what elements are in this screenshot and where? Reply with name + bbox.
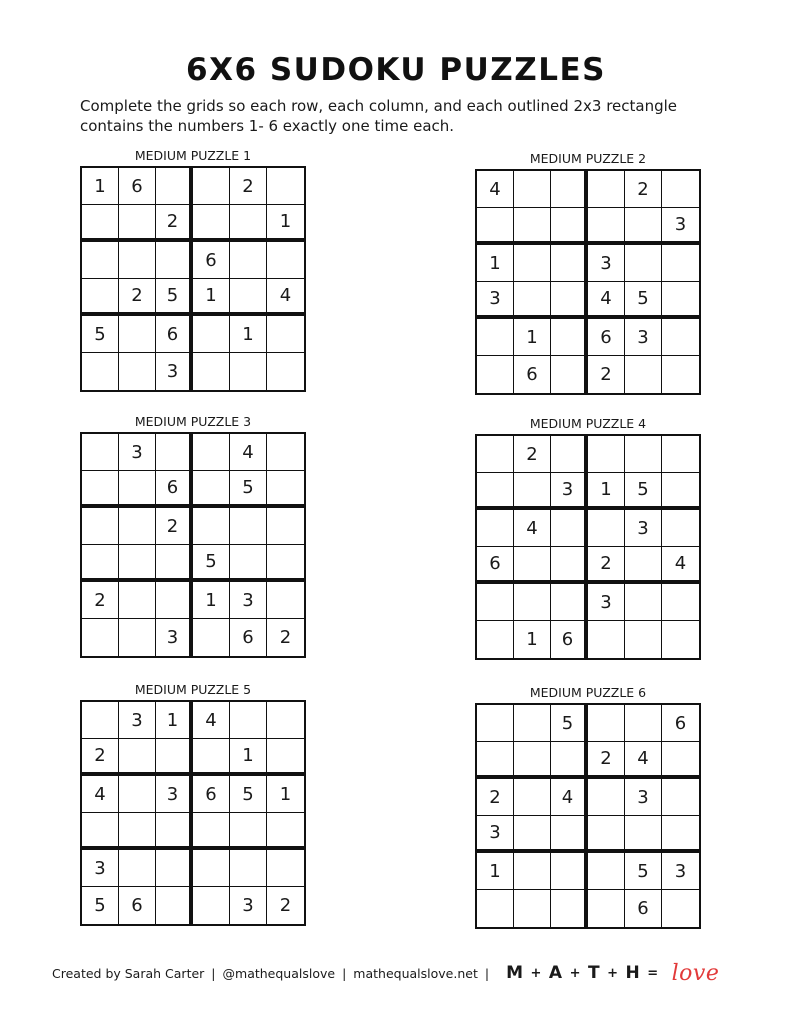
sudoku-cell[interactable]: 3 <box>156 353 193 390</box>
sudoku-cell[interactable] <box>230 242 267 279</box>
sudoku-grid <box>475 434 701 660</box>
page-title: 6X6 SUDOKU PUZZLES <box>186 52 606 88</box>
brand-plus: + <box>530 965 542 981</box>
sudoku-cell[interactable] <box>588 853 625 890</box>
sudoku-cell[interactable] <box>267 813 304 850</box>
sudoku-cell[interactable]: 3 <box>156 619 193 656</box>
sudoku-cell[interactable] <box>625 547 662 584</box>
sudoku-cell[interactable] <box>267 545 304 582</box>
sudoku-cell[interactable] <box>477 705 514 742</box>
sudoku-cell[interactable]: 3 <box>662 208 699 245</box>
sudoku-cell[interactable] <box>662 245 699 282</box>
sudoku-cell[interactable]: 3 <box>662 853 699 890</box>
sudoku-cell[interactable]: 1 <box>514 621 551 658</box>
sudoku-cell[interactable] <box>267 316 304 353</box>
sudoku-cell[interactable]: 6 <box>477 547 514 584</box>
sudoku-cell[interactable]: 1 <box>477 853 514 890</box>
sudoku-cell[interactable]: 2 <box>625 171 662 208</box>
sudoku-cell[interactable] <box>588 779 625 816</box>
sudoku-cell[interactable]: 2 <box>82 739 119 776</box>
sudoku-cell[interactable] <box>193 471 230 508</box>
sudoku-cell[interactable] <box>119 619 156 656</box>
sudoku-cell[interactable] <box>514 245 551 282</box>
sudoku-cell[interactable]: 2 <box>588 547 625 584</box>
sudoku-cell[interactable] <box>267 242 304 279</box>
sudoku-cell[interactable]: 1 <box>230 739 267 776</box>
sudoku-cell[interactable] <box>588 705 625 742</box>
sudoku-cell[interactable]: 6 <box>119 887 156 924</box>
sudoku-cell[interactable]: 2 <box>588 356 625 393</box>
sudoku-cell[interactable] <box>662 510 699 547</box>
instructions-line-2: contains the numbers 1- 6 exactly one time each. <box>80 117 455 135</box>
sudoku-grid <box>475 169 701 395</box>
sudoku-cell[interactable] <box>230 813 267 850</box>
sudoku-cell[interactable]: 1 <box>267 205 304 242</box>
sudoku-cell[interactable] <box>625 705 662 742</box>
sudoku-cell[interactable]: 3 <box>230 582 267 619</box>
sudoku-cell[interactable] <box>514 705 551 742</box>
sudoku-cell[interactable] <box>119 242 156 279</box>
sudoku-cell[interactable] <box>82 508 119 545</box>
sudoku-cell[interactable] <box>514 584 551 621</box>
sudoku-cell[interactable]: 2 <box>119 279 156 316</box>
sudoku-cell[interactable] <box>230 545 267 582</box>
sudoku-cell[interactable] <box>514 890 551 927</box>
sudoku-cell[interactable] <box>477 473 514 510</box>
sudoku-cell[interactable] <box>625 584 662 621</box>
sudoku-cell[interactable] <box>662 436 699 473</box>
puzzle-3 <box>80 414 306 658</box>
sudoku-cell[interactable] <box>551 319 588 356</box>
sudoku-cell[interactable]: 3 <box>477 282 514 319</box>
sudoku-cell[interactable]: 3 <box>588 584 625 621</box>
sudoku-cell[interactable]: 4 <box>588 282 625 319</box>
sudoku-cell[interactable] <box>230 205 267 242</box>
sudoku-grid <box>475 703 701 929</box>
sudoku-cell[interactable] <box>82 242 119 279</box>
sudoku-cell[interactable] <box>514 816 551 853</box>
sudoku-cell[interactable]: 4 <box>267 279 304 316</box>
sudoku-cell[interactable] <box>230 353 267 390</box>
sudoku-cell[interactable]: 1 <box>193 582 230 619</box>
sudoku-cell[interactable] <box>551 742 588 779</box>
website-link[interactable]: mathequalslove.net <box>353 965 478 981</box>
sudoku-cell[interactable] <box>514 282 551 319</box>
sudoku-cell[interactable] <box>551 510 588 547</box>
sudoku-cell[interactable]: 6 <box>193 242 230 279</box>
sudoku-cell[interactable] <box>156 739 193 776</box>
sudoku-cell[interactable] <box>230 850 267 887</box>
sudoku-cell[interactable]: 1 <box>156 702 193 739</box>
sudoku-cell[interactable] <box>267 434 304 471</box>
footer-separator: | <box>484 965 490 981</box>
sudoku-cell[interactable]: 1 <box>267 776 304 813</box>
sudoku-cell[interactable] <box>119 582 156 619</box>
sudoku-cell[interactable] <box>119 205 156 242</box>
social-handle[interactable]: @mathequalslove <box>222 965 336 981</box>
sudoku-cell[interactable]: 6 <box>625 890 662 927</box>
sudoku-cell[interactable] <box>662 473 699 510</box>
sudoku-cell[interactable]: 6 <box>156 471 193 508</box>
sudoku-cell[interactable] <box>514 853 551 890</box>
sudoku-cell[interactable]: 5 <box>625 282 662 319</box>
sudoku-cell[interactable] <box>193 850 230 887</box>
sudoku-cell[interactable] <box>193 813 230 850</box>
sudoku-cell[interactable]: 6 <box>156 316 193 353</box>
sudoku-cell[interactable]: 5 <box>193 545 230 582</box>
sudoku-cell[interactable] <box>267 582 304 619</box>
sudoku-cell[interactable] <box>119 471 156 508</box>
sudoku-cell[interactable]: 2 <box>156 205 193 242</box>
sudoku-cell[interactable] <box>82 545 119 582</box>
sudoku-cell[interactable] <box>551 208 588 245</box>
sudoku-cell[interactable]: 3 <box>119 702 156 739</box>
sudoku-cell[interactable]: 3 <box>625 510 662 547</box>
sudoku-cell[interactable]: 3 <box>156 776 193 813</box>
sudoku-cell[interactable]: 2 <box>156 508 193 545</box>
sudoku-cell[interactable]: 2 <box>514 436 551 473</box>
sudoku-cell[interactable]: 2 <box>230 168 267 205</box>
sudoku-cell[interactable] <box>156 582 193 619</box>
sudoku-cell[interactable] <box>514 779 551 816</box>
instructions <box>80 96 740 136</box>
sudoku-cell[interactable] <box>119 850 156 887</box>
sudoku-cell[interactable] <box>662 319 699 356</box>
sudoku-cell[interactable]: 4 <box>193 702 230 739</box>
sudoku-cell[interactable] <box>477 319 514 356</box>
sudoku-cell[interactable] <box>267 739 304 776</box>
sudoku-cell[interactable] <box>588 510 625 547</box>
sudoku-cell[interactable] <box>588 436 625 473</box>
sudoku-cell[interactable] <box>267 702 304 739</box>
sudoku-cell[interactable]: 4 <box>82 776 119 813</box>
sudoku-cell[interactable]: 4 <box>514 510 551 547</box>
sudoku-cell[interactable] <box>662 816 699 853</box>
sudoku-cell[interactable]: 3 <box>230 887 267 924</box>
sudoku-cell[interactable] <box>230 508 267 545</box>
sudoku-cell[interactable] <box>588 208 625 245</box>
sudoku-cell[interactable] <box>662 742 699 779</box>
sudoku-cell[interactable]: 2 <box>477 779 514 816</box>
sudoku-cell[interactable] <box>193 434 230 471</box>
sudoku-cell[interactable]: 5 <box>82 887 119 924</box>
sudoku-cell[interactable] <box>625 621 662 658</box>
sudoku-cell[interactable] <box>551 584 588 621</box>
sudoku-cell[interactable]: 5 <box>625 853 662 890</box>
sudoku-cell[interactable] <box>625 816 662 853</box>
sudoku-cell[interactable] <box>193 316 230 353</box>
puzzle-2 <box>475 151 701 395</box>
brand-letter-m: M <box>506 963 524 983</box>
sudoku-cell[interactable]: 1 <box>477 245 514 282</box>
sudoku-cell[interactable] <box>662 779 699 816</box>
sudoku-cell[interactable] <box>588 816 625 853</box>
sudoku-cell[interactable]: 6 <box>193 776 230 813</box>
sudoku-cell[interactable]: 1 <box>588 473 625 510</box>
sudoku-cell[interactable] <box>588 890 625 927</box>
sudoku-cell[interactable] <box>156 813 193 850</box>
sudoku-cell[interactable] <box>119 776 156 813</box>
sudoku-cell[interactable]: 2 <box>267 619 304 656</box>
sudoku-cell[interactable] <box>82 205 119 242</box>
brand-love-script: love <box>671 960 720 986</box>
sudoku-cell[interactable] <box>193 619 230 656</box>
sudoku-cell[interactable] <box>551 171 588 208</box>
puzzle-label: MEDIUM PUZZLE 3 <box>134 414 252 429</box>
sudoku-cell[interactable] <box>662 621 699 658</box>
sudoku-cell[interactable]: 5 <box>230 471 267 508</box>
sudoku-cell[interactable] <box>267 471 304 508</box>
sudoku-cell[interactable] <box>230 279 267 316</box>
brand-logo <box>506 961 719 986</box>
sudoku-cell[interactable]: 5 <box>82 316 119 353</box>
sudoku-cell[interactable]: 4 <box>625 742 662 779</box>
sudoku-cell[interactable] <box>514 473 551 510</box>
sudoku-cell[interactable]: 2 <box>267 887 304 924</box>
sudoku-cell[interactable] <box>267 353 304 390</box>
sudoku-cell[interactable] <box>477 584 514 621</box>
sudoku-cell[interactable] <box>119 353 156 390</box>
sudoku-cell[interactable] <box>119 316 156 353</box>
sudoku-cell[interactable]: 6 <box>662 705 699 742</box>
sudoku-cell[interactable] <box>662 171 699 208</box>
sudoku-grid <box>80 700 306 926</box>
sudoku-cell[interactable]: 6 <box>514 356 551 393</box>
sudoku-cell[interactable] <box>156 242 193 279</box>
sudoku-cell[interactable] <box>514 171 551 208</box>
sudoku-cell[interactable]: 6 <box>230 619 267 656</box>
sudoku-cell[interactable]: 5 <box>625 473 662 510</box>
sudoku-cell[interactable]: 3 <box>625 779 662 816</box>
brand-equals: = <box>647 965 659 981</box>
sudoku-cell[interactable] <box>156 168 193 205</box>
footer-separator: | <box>211 965 216 981</box>
sudoku-cell[interactable]: 3 <box>477 816 514 853</box>
sudoku-cell[interactable] <box>193 508 230 545</box>
sudoku-cell[interactable] <box>551 853 588 890</box>
instructions-line-1: Complete the grids so each row, each column, and each outlined 2x3 rectangle <box>80 97 678 115</box>
sudoku-cell[interactable] <box>82 434 119 471</box>
sudoku-grid <box>80 166 306 392</box>
sudoku-cell[interactable] <box>625 208 662 245</box>
sudoku-cell[interactable] <box>662 890 699 927</box>
sudoku-cell[interactable] <box>156 434 193 471</box>
sudoku-cell[interactable]: 6 <box>119 168 156 205</box>
sudoku-cell[interactable]: 4 <box>230 434 267 471</box>
sudoku-cell[interactable]: 6 <box>551 621 588 658</box>
sudoku-cell[interactable]: 6 <box>588 319 625 356</box>
sudoku-cell[interactable]: 3 <box>119 434 156 471</box>
sudoku-cell[interactable] <box>477 436 514 473</box>
footer-separator: | <box>342 965 347 981</box>
sudoku-cell[interactable] <box>82 813 119 850</box>
puzzle-label: MEDIUM PUZZLE 4 <box>529 416 647 431</box>
sudoku-cell[interactable] <box>156 887 193 924</box>
brand-plus: + <box>607 965 619 981</box>
sudoku-cell[interactable]: 4 <box>662 547 699 584</box>
puzzle-4 <box>475 416 701 660</box>
sudoku-cell[interactable] <box>119 813 156 850</box>
sudoku-cell[interactable] <box>588 171 625 208</box>
sudoku-cell[interactable] <box>477 742 514 779</box>
sudoku-cell[interactable]: 4 <box>477 171 514 208</box>
sudoku-cell[interactable] <box>477 890 514 927</box>
sudoku-cell[interactable] <box>119 545 156 582</box>
sudoku-cell[interactable] <box>477 621 514 658</box>
sudoku-cell[interactable] <box>119 739 156 776</box>
sudoku-cell[interactable] <box>156 850 193 887</box>
sudoku-cell[interactable] <box>193 168 230 205</box>
sudoku-cell[interactable] <box>551 282 588 319</box>
sudoku-cell[interactable] <box>551 890 588 927</box>
puzzle-5 <box>80 682 306 926</box>
sudoku-cell[interactable]: 4 <box>551 779 588 816</box>
footer <box>52 958 752 988</box>
sudoku-cell[interactable]: 1 <box>193 279 230 316</box>
sudoku-cell[interactable] <box>477 208 514 245</box>
sudoku-cell[interactable] <box>625 245 662 282</box>
sudoku-grid <box>80 432 306 658</box>
sudoku-cell[interactable] <box>193 205 230 242</box>
brand-plus: + <box>569 965 581 981</box>
puzzle-6 <box>475 685 701 929</box>
sudoku-cell[interactable]: 3 <box>551 473 588 510</box>
sudoku-cell[interactable] <box>119 508 156 545</box>
sudoku-cell[interactable] <box>514 208 551 245</box>
sudoku-cell[interactable] <box>551 245 588 282</box>
sudoku-cell[interactable] <box>267 168 304 205</box>
author-credit: Created by Sarah Carter <box>52 965 205 981</box>
puzzle-label: MEDIUM PUZZLE 2 <box>529 151 647 166</box>
sudoku-cell[interactable]: 3 <box>82 850 119 887</box>
sudoku-cell[interactable] <box>625 356 662 393</box>
sudoku-cell[interactable] <box>193 739 230 776</box>
sudoku-cell[interactable] <box>82 619 119 656</box>
brand-letter-a: A <box>548 963 563 983</box>
brand-letter-t: T <box>587 963 601 983</box>
sudoku-cell[interactable] <box>477 356 514 393</box>
sudoku-cell[interactable]: 5 <box>156 279 193 316</box>
sudoku-cell[interactable] <box>588 621 625 658</box>
sudoku-cell[interactable] <box>514 742 551 779</box>
sudoku-cell[interactable] <box>477 510 514 547</box>
sudoku-cell[interactable]: 1 <box>514 319 551 356</box>
sudoku-cell[interactable] <box>551 356 588 393</box>
sudoku-cell[interactable] <box>230 702 267 739</box>
sudoku-cell[interactable]: 3 <box>625 319 662 356</box>
sudoku-cell[interactable]: 1 <box>230 316 267 353</box>
sudoku-cell[interactable] <box>82 353 119 390</box>
puzzle-1 <box>80 148 306 392</box>
sudoku-cell[interactable]: 1 <box>82 168 119 205</box>
sudoku-cell[interactable] <box>267 850 304 887</box>
sudoku-cell[interactable]: 5 <box>230 776 267 813</box>
sudoku-cell[interactable] <box>662 356 699 393</box>
sudoku-cell[interactable] <box>193 353 230 390</box>
sudoku-cell[interactable] <box>662 584 699 621</box>
sudoku-cell[interactable]: 2 <box>82 582 119 619</box>
sudoku-cell[interactable]: 5 <box>551 705 588 742</box>
sudoku-cell[interactable]: 2 <box>588 742 625 779</box>
puzzle-label: MEDIUM PUZZLE 6 <box>529 685 647 700</box>
puzzle-label: MEDIUM PUZZLE 5 <box>134 682 252 697</box>
sudoku-cell[interactable] <box>82 279 119 316</box>
sudoku-cell[interactable]: 3 <box>588 245 625 282</box>
sudoku-cell[interactable] <box>267 508 304 545</box>
sudoku-cell[interactable] <box>551 436 588 473</box>
puzzle-label: MEDIUM PUZZLE 1 <box>134 148 252 163</box>
sudoku-cell[interactable] <box>662 282 699 319</box>
sudoku-cell[interactable] <box>625 436 662 473</box>
sudoku-cell[interactable] <box>551 547 588 584</box>
sudoku-cell[interactable] <box>156 545 193 582</box>
sudoku-cell[interactable] <box>82 702 119 739</box>
sudoku-cell[interactable] <box>82 471 119 508</box>
brand-letter-h: H <box>625 963 641 983</box>
sudoku-cell[interactable] <box>193 887 230 924</box>
sudoku-cell[interactable] <box>514 547 551 584</box>
sudoku-cell[interactable] <box>551 816 588 853</box>
